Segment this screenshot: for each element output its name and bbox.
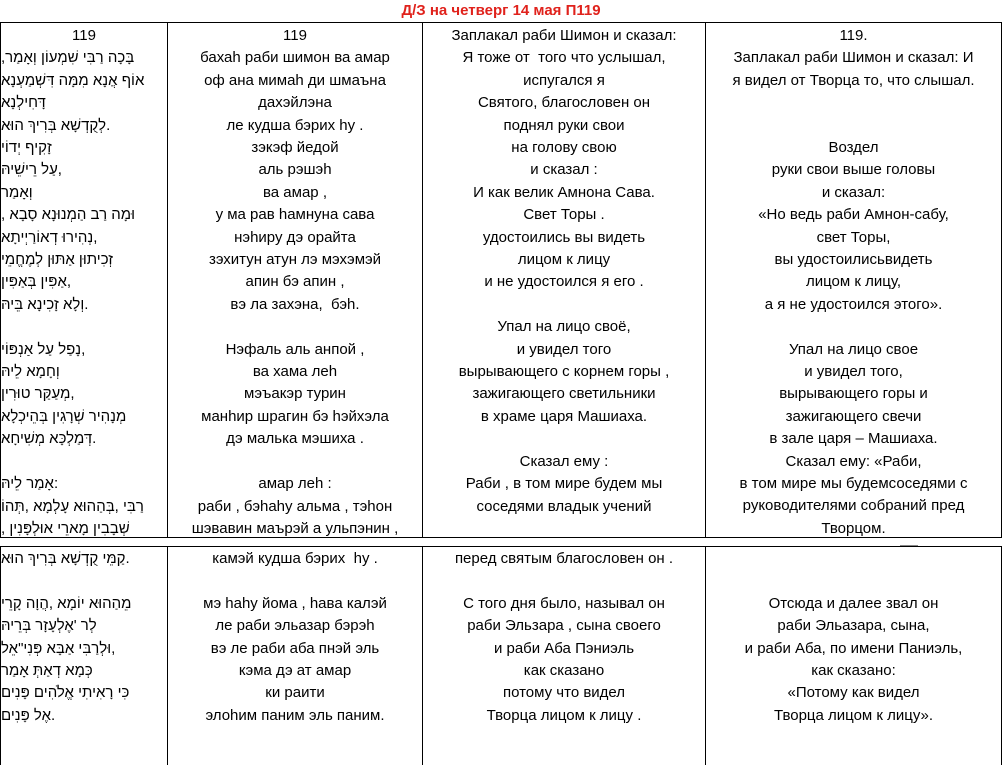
text-line: и раби Аба, по имени Паниэль, <box>744 639 963 657</box>
text-line: :אָמַר לֵיהּ <box>1 475 59 493</box>
text-line: вырывающего с корнем горы , <box>458 363 670 381</box>
text-line: ки раити <box>265 684 325 702</box>
text-line: וְאָמַר <box>1 183 33 201</box>
text-line: ,נְהִירוּ דְאוֹרַיְיתָא <box>1 228 98 246</box>
text-line: .וְלָא זָכִינָא בֵּיהּ <box>1 295 89 313</box>
text-line: ,עַל רֵישֵׁיהּ <box>1 161 62 179</box>
text-line: в зале царя – Машиаха. <box>769 430 938 448</box>
text-line: кэма дэ ат амар <box>238 662 352 680</box>
text-line: וְחָמָא לֵיהּ <box>1 363 60 381</box>
text-line <box>1 316 167 338</box>
text-line: как сказано <box>523 662 605 680</box>
text-line: .אֶל פָּנִים <box>1 706 56 724</box>
text-line <box>706 115 1001 137</box>
text-line <box>423 428 705 450</box>
text-line <box>423 294 705 316</box>
text-line <box>423 570 705 592</box>
text-line <box>168 570 422 592</box>
text-line: ,נָפַל עַל אַנְפּוֹי <box>1 340 86 358</box>
table-row-1 <box>0 22 1002 537</box>
text-line: бахаh раби шимон ва амар <box>200 49 390 67</box>
text-line: у ма рав hамнуна сава <box>215 206 375 224</box>
text-line: ва амар , <box>263 183 327 201</box>
text-line: и увидел того <box>516 340 612 358</box>
text-line <box>706 570 1001 592</box>
text-line: раби Эльзара , сына своего <box>467 617 661 635</box>
transliteration-column <box>167 546 422 765</box>
text-line: лицом к лицу, <box>806 273 901 291</box>
text-line: Упал на лицо свое <box>788 340 919 358</box>
text-line: כְּמָא דְאַתְּ אָמַר <box>1 662 93 680</box>
text-line: מֵהַהוּא יוֹמָא ,הֲוָה קָרֵי <box>1 594 132 612</box>
text-line: удостоились вы видеть <box>482 228 646 246</box>
text-line: раби Эльазара, сына, <box>777 617 930 635</box>
table-row-2 <box>0 546 1002 765</box>
text-line: и раби Аба Пэниэль <box>493 639 635 657</box>
text-line: וּמָה רַב הַמְנוּנָא סָבָא , <box>1 206 135 224</box>
text-line: Творцом. <box>821 519 886 537</box>
text-line: С того дня было, называл он <box>463 594 665 612</box>
text-line: вырывающего горы и <box>779 385 928 403</box>
text-line: כִּי רָאִיתִי אֱלֹהִים פָּנִים <box>1 684 130 702</box>
text-line: в том мире мы будемсоседями с <box>739 475 968 493</box>
text-line: зажигающего светильники <box>472 385 656 403</box>
text-line <box>706 316 1001 338</box>
text-line: свет Торы, <box>816 228 891 246</box>
text-line: в храме царя Машиаха. <box>480 407 648 425</box>
text-line <box>1 451 167 473</box>
text-line: רַבִּי ,בְּהַהוּא עָלְמָא ,תְּהוֹ <box>1 497 144 515</box>
hebrew-column <box>0 22 167 537</box>
text-line <box>1 570 167 592</box>
text-line: Свет Торы . <box>523 206 605 224</box>
text-line: и не удостоился я его . <box>484 273 644 291</box>
text-line: «Потому как видел <box>787 684 920 702</box>
text-line: Отсюда и далее звал он <box>768 594 939 612</box>
transliteration-column <box>167 22 422 537</box>
text-line: Заплакал раби Шимон и сказал: <box>451 27 677 44</box>
text-line: לְר 'אֶלְעָזָר בְּרֵיהּ <box>1 617 97 635</box>
text-line: מְנָהִיר שְׁרָגִין בְּהֵיכְלָא <box>1 407 127 425</box>
edited-translation-column <box>705 546 1002 765</box>
text-line: элоhим паним эль паним. <box>205 706 385 724</box>
text-line: дэ малька мэшиха . <box>226 430 364 448</box>
text-line: и увидел того, <box>804 363 903 381</box>
text-line: зажигающего свечи <box>785 407 922 425</box>
text-line: потому что видел <box>502 684 626 702</box>
russian-translation-column <box>422 22 705 537</box>
hebrew-column <box>0 546 167 765</box>
text-line <box>706 92 1001 114</box>
text-line: мэъакэр турин <box>244 385 346 403</box>
text-line: Творца лицом к лицу . <box>486 706 642 724</box>
text-line: зэкэф йедой <box>251 139 339 157</box>
text-line: амар леh : <box>258 475 332 493</box>
text-line: שְׁבָבִין מָארֵי אוּלְפָּנִין , <box>1 519 130 537</box>
text-line: ,אַפִּין בְּאַפִּין <box>1 273 72 291</box>
text-line: камэй кудша бэрих hу . <box>212 550 378 567</box>
text-line: Творца лицом к лицу». <box>773 706 934 724</box>
text-line: .דְּמַלְכָּא מְשִׁיחָא <box>1 430 97 448</box>
text-line: Заплакал раби Шимон и сказал: И <box>733 49 974 67</box>
russian-translation-column <box>422 546 705 765</box>
text-line: ва хама леh <box>252 363 338 381</box>
text-line: перед святым благословен он . <box>454 550 674 567</box>
text-line: нэhиру дэ орайта <box>234 228 356 246</box>
text-line: на голову свою <box>511 139 617 157</box>
text-line: «Но ведь раби Амнон-сабу, <box>758 206 949 224</box>
text-line: раби , бэhаhу альма , тэhон <box>197 497 393 515</box>
text-line: דָּחִילְנָא <box>1 94 46 112</box>
text-line: Сказал ему: «Раби, <box>785 452 922 470</box>
text-line: Сказал ему : <box>519 452 609 470</box>
text-line: Нэфаль аль анпой , <box>225 340 365 358</box>
text-line: апин бэ апин , <box>245 273 345 291</box>
text-line: ле раби эльазар бэрэh <box>215 617 375 635</box>
text-line: лицом к лицу <box>517 251 611 269</box>
text-line: я видел от Творца то, что слышал. <box>732 71 975 89</box>
text-line: а я не удостоился этого». <box>764 295 943 313</box>
text-line: вы удостоилисьвидеть <box>774 251 933 269</box>
text-line: אוֹף אֲנָא מִמָּה דִּשְׁמַעְנָא <box>1 71 145 89</box>
text-line: 119 <box>283 27 307 44</box>
text-line: вэ ла захэна, бэh. <box>230 295 360 313</box>
page-title: Д/З на четверг 14 мая П119 <box>401 2 601 19</box>
text-line: шэвавин маърэй а ульпэнин , <box>191 519 399 537</box>
text-line: Я тоже от того что услышал, <box>462 49 666 67</box>
text-line: и сказал: <box>821 183 886 201</box>
text-line: זְכִיתוּן אַתּוּן לְמֶחֱמֵי <box>1 251 114 269</box>
text-line: בָּכָה רַבִּי שִׁמְעוֹן וְאָמַר, <box>1 49 135 67</box>
text-line: манhир шрагин бэ hэйхэла <box>201 407 389 425</box>
text-line: как сказано: <box>811 662 896 679</box>
text-line: поднял руки свои <box>503 116 625 134</box>
text-line: זָקִיף יְדוֹי <box>1 139 52 157</box>
text-line: дахэйлэна <box>258 94 332 112</box>
text-line: аль рэшэh <box>258 161 332 179</box>
text-line: оф ана мимаh ди шмаъна <box>204 71 386 89</box>
text-line: зэхитун атун лэ мэхэмэй <box>208 251 382 269</box>
text-line: .קַמֵּי קֻדְשָׁא בְּרִיךְ הוּא <box>1 550 130 567</box>
text-line: 119. <box>839 27 868 44</box>
text-line: ,וּלְרַבִּי אַבָּא פְּנִי"אֵל <box>1 639 116 657</box>
text-line: .לְקֻדְשָׁא בְּרִיךְ הוּא <box>1 116 111 134</box>
text-line: 119 <box>72 27 96 44</box>
text-line: ,מְעַקַּר טוּרִין <box>1 385 75 403</box>
text-line: и сказал : <box>530 161 598 179</box>
text-line: вэ ле раби аба пнэй эль <box>210 639 380 657</box>
text-line <box>706 548 1001 570</box>
edited-translation-column <box>705 22 1002 537</box>
text-line: руководителями собраний пред <box>742 497 965 515</box>
text-line: Святого, благословен он <box>477 94 651 112</box>
text-line: И как велик Амнона Сава. <box>473 183 655 201</box>
text-line: испугался я <box>523 71 605 89</box>
text-line: Раби , в том мире будем мы <box>465 475 663 493</box>
text-line <box>168 316 422 338</box>
text-line <box>168 451 422 473</box>
text-line: Воздел <box>828 139 879 156</box>
text-line: мэ hаhу йома , hава калэй <box>203 594 387 612</box>
text-line: руки свои выше головы <box>771 161 936 179</box>
text-line: Упал на лицо своё, <box>497 318 631 336</box>
text-line: ле кудша бэрих hу . <box>226 116 364 134</box>
text-line: соседями владык учений <box>476 497 652 515</box>
